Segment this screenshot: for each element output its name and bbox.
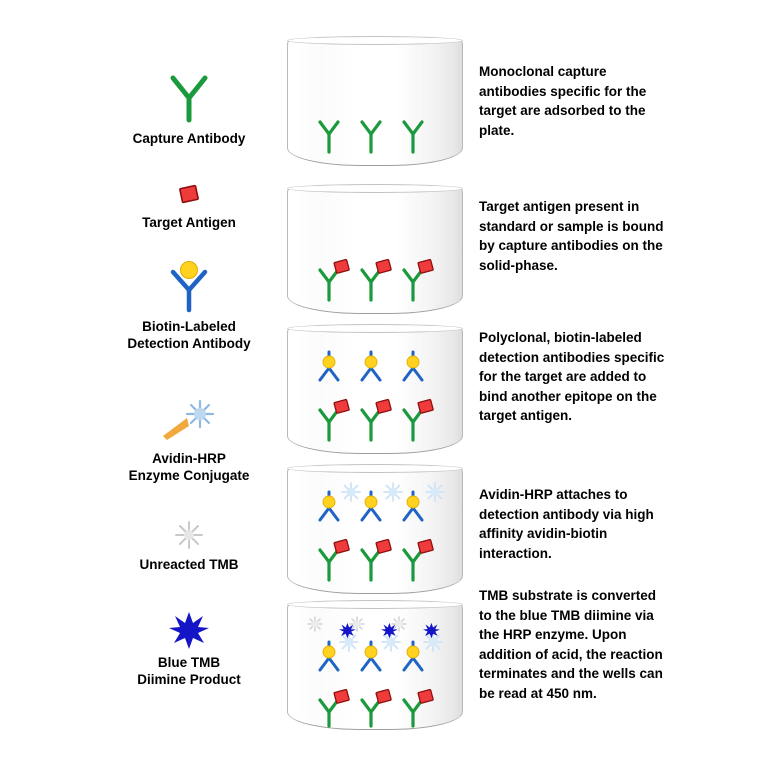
legend-label-capture-antibody: Capture Antibody <box>132 131 246 146</box>
legend-item-detection-antibody <box>74 256 304 352</box>
legend-item-unreacted-tmb <box>74 516 304 573</box>
legend-label-line2: Diimine Product <box>137 672 241 687</box>
legend-item-blue-tmb <box>74 608 304 688</box>
legend-label-line1: Biotin-Labeled <box>142 319 236 334</box>
well-step-4 <box>287 468 463 594</box>
well-step-2 <box>287 188 463 314</box>
blue-burst-icon <box>74 608 304 652</box>
caption-step-5: TMB substrate is converted to the blue TMB diimine via the HRP enzyme. Upon addition of acid, the reaction terminates and the wells can be read at 450 nm. <box>479 588 663 701</box>
well-step-3 <box>287 328 463 454</box>
caption-step-4: Avidin-HRP attaches to detection antibody via high affinity avidin-biotin interaction. <box>479 487 654 561</box>
gray-burst-icon <box>74 516 304 554</box>
well-contents-step-3 <box>287 328 463 454</box>
legend-label-line2: Detection Antibody <box>127 336 251 351</box>
well-step-5 <box>287 604 463 730</box>
legend-item-avidin-hrp <box>74 396 304 484</box>
biotin-labeled-antibody-icon <box>74 256 304 316</box>
y-shaped-antibody-icon <box>74 68 304 128</box>
legend-label-target-antigen: Target Antigen <box>142 215 236 230</box>
well-contents-step-1 <box>287 40 463 166</box>
legend-label-line1: Blue TMB <box>157 655 221 670</box>
legend-label-detection-antibody <box>74 318 304 352</box>
legend-label-line2: Enzyme Conjugate <box>128 468 250 483</box>
well-contents-step-2 <box>287 188 463 314</box>
caption-step-3: Polyclonal, biotin-labeled detection antibodies specific for the target are added to bind another epitope on the target antigen. <box>479 330 665 423</box>
well-contents-step-4 <box>287 468 463 594</box>
caption-step-1: Monoclonal capture antibodies specific for the target are adsorbed to the plate. <box>479 64 647 138</box>
legend-label-blue-tmb <box>74 654 304 688</box>
avidin-hrp-burst-icon <box>74 396 304 448</box>
legend-label-avidin-hrp <box>74 450 304 484</box>
legend-item-target-antigen <box>74 178 304 231</box>
well-contents-step-5 <box>287 604 463 730</box>
legend-label-line1: Avidin-HRP <box>152 451 226 466</box>
legend-label-unreacted-tmb: Unreacted TMB <box>139 557 239 572</box>
well-step-1 <box>287 40 463 166</box>
caption-step-2: Target antigen present in standard or sample is bound by capture antibodies on the solid-phase. <box>479 199 664 273</box>
square-antigen-icon <box>74 178 304 212</box>
legend-item-capture-antibody <box>74 68 304 147</box>
